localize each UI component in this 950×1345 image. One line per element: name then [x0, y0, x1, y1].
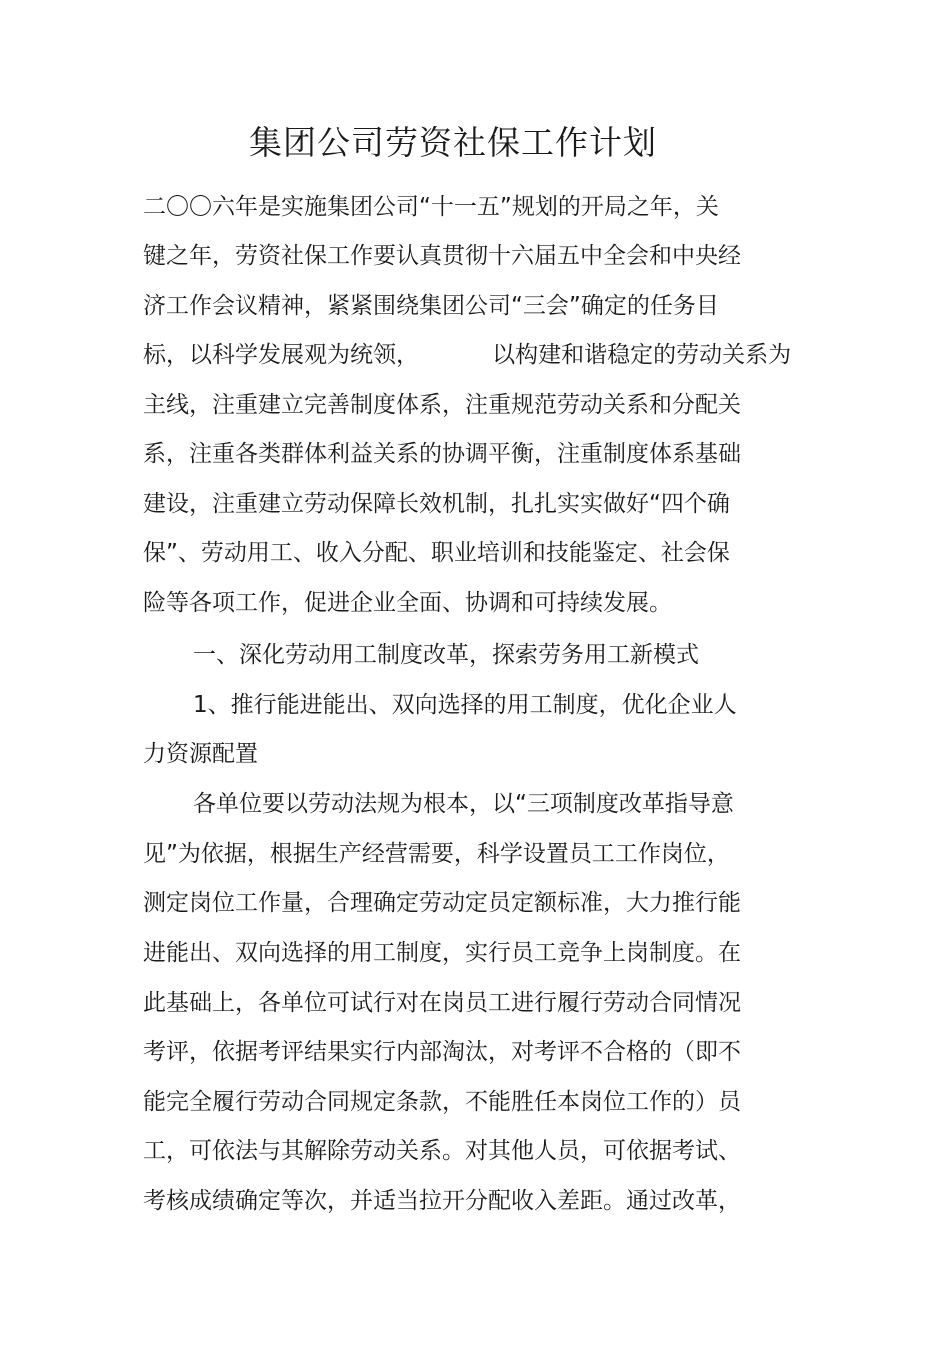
section-heading: 一、深化劳动用工制度改革，探索劳务用工新模式	[193, 642, 699, 668]
paragraph-line: 测定岗位工作量，合理确定劳动定员定额标准，大力推行能	[143, 890, 741, 916]
paragraph-line: 二〇〇六年是实施集团公司“十一五”规划的开局之年，关	[143, 194, 719, 220]
paragraph-line: 主线，注重建立完善制度体系，注重规范劳动关系和分配关	[143, 392, 741, 418]
subsection-heading-continued: 力资源配置	[143, 741, 258, 767]
paragraph-line: 险等各项工作，促进企业全面、协调和可持续发展。	[143, 590, 672, 616]
paragraph-line: 标，以科学发展观为统领， 以构建和谐稳定的劳动关系为	[143, 342, 792, 368]
subsection-heading: 1、推行能进能出、双向选择的用工制度，优化企业人	[193, 692, 737, 718]
paragraph-line: 能完全履行劳动合同规定条款，不能胜任本岗位工作的）员	[143, 1089, 741, 1115]
paragraph-line: 各单位要以劳动法规为根本，以“三项制度改革指导意	[193, 791, 734, 817]
paragraph-line: 考核成绩确定等次，并适当拉开分配收入差距。通过改革，	[143, 1188, 741, 1214]
paragraph-line: 建设，注重建立劳动保障长效机制，扎扎实实做好“四个确	[143, 491, 730, 517]
paragraph-line: 见”为依据，根据生产经营需要，科学设置员工工作岗位，	[143, 841, 730, 867]
paragraph-line: 保”、劳动用工、收入分配、职业培训和技能鉴定、社会保	[143, 540, 730, 566]
paragraph-line: 工，可依法与其解除劳动关系。对其他人员，可依据考试、	[143, 1138, 741, 1164]
paragraph-line: 济工作会议精神，紧紧围绕集团公司“三会”确定的任务目	[143, 293, 719, 319]
paragraph-line: 键之年，劳资社保工作要认真贯彻十六届五中全会和中央经	[143, 243, 741, 269]
paragraph-line: 进能出、双向选择的用工制度，实行员工竞争上岗制度。在	[143, 940, 741, 966]
document-title: 集团公司劳资社保工作计划	[249, 123, 657, 162]
paragraph-line: 系，注重各类群体利益关系的协调平衡，注重制度体系基础	[143, 441, 741, 467]
paragraph-line: 考评，依据考评结果实行内部淘汰，对考评不合格的（即不	[143, 1039, 741, 1065]
paragraph-line: 此基础上，各单位可试行对在岗员工进行履行劳动合同情况	[143, 990, 741, 1016]
